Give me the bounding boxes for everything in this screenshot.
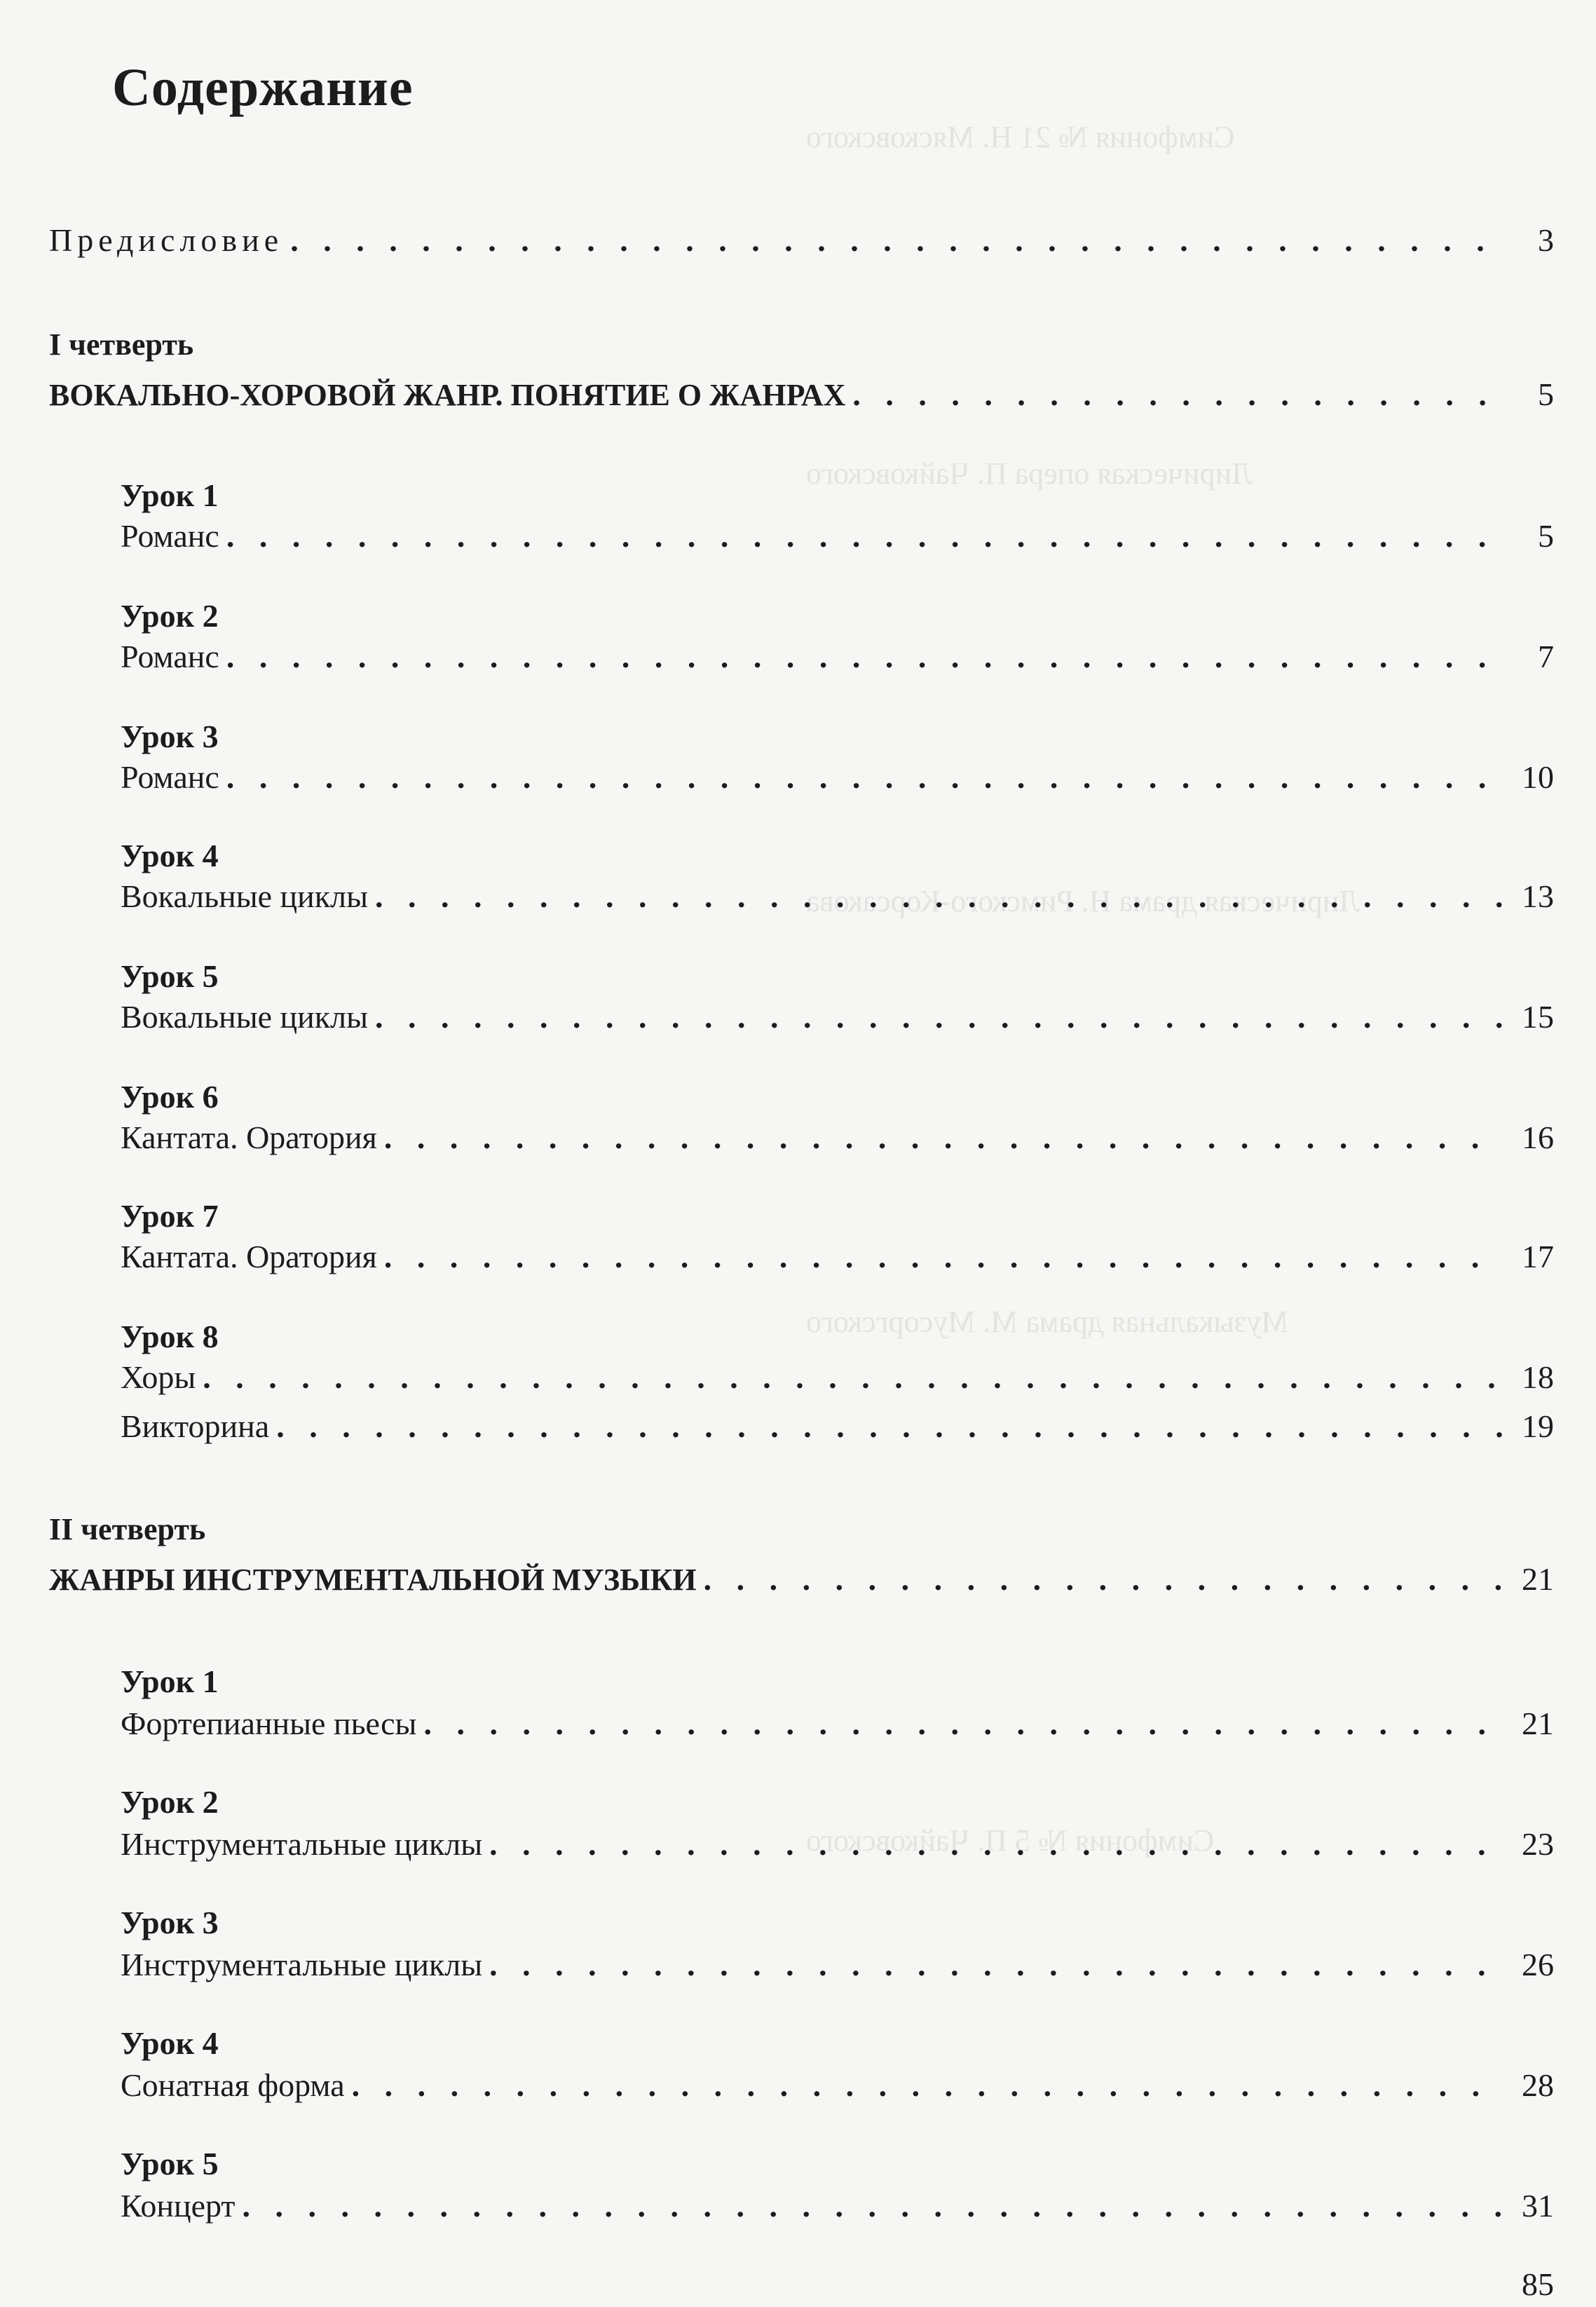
leader-dots [852, 379, 1505, 411]
quarter-heading: I четверть [49, 327, 194, 362]
toc-page-number: 5 [1538, 518, 1554, 554]
lesson-heading: Урок 5 [121, 2146, 219, 2182]
leader-dots [384, 1122, 1505, 1154]
lesson-heading: Урок 8 [121, 1319, 219, 1354]
bleed-through-text: Музыкальная драма М. Мусоргского [806, 1305, 1289, 1339]
bleed-through-text: Симфония № 21 Н. Мясковского [806, 120, 1235, 154]
toc-entry[interactable] [121, 1708, 1554, 1740]
bleed-through-text: Симфония № 5 П. Чайковского [806, 1823, 1215, 1858]
toc-entry[interactable] [121, 2190, 1554, 2222]
toc-entry-label: Предисловие [49, 222, 284, 258]
lesson-heading: Урок 1 [121, 477, 219, 513]
leader-dots [203, 1361, 1505, 1394]
toc-page-number: 17 [1522, 1239, 1554, 1274]
toc-entry[interactable] [121, 1122, 1554, 1154]
leader-dots [226, 641, 1505, 673]
page-title: Содержание [112, 58, 414, 117]
lesson-heading: Урок 6 [121, 1079, 219, 1115]
toc-entry[interactable] [121, 2069, 1554, 2102]
lesson-heading: Урок 4 [121, 2025, 219, 2061]
toc-entry[interactable] [121, 1241, 1554, 1273]
toc-page-number: 18 [1522, 1359, 1554, 1395]
toc-entry-label: Кантата. Оратория [121, 1120, 377, 1155]
toc-entry-label: Хоры [121, 1359, 196, 1395]
leader-dots [243, 2190, 1505, 2222]
lesson-heading: Урок 2 [121, 1784, 219, 1820]
toc-entry-label: Кантата. Оратория [121, 1239, 377, 1274]
section-title: ВОКАЛЬНО-ХОРОВОЙ ЖАНР. ПОНЯТИЕ О ЖАНРАХ [49, 378, 846, 412]
toc-entry[interactable] [121, 1410, 1554, 1443]
toc-entry[interactable] [121, 1001, 1554, 1033]
page-number: 85 [1522, 2266, 1554, 2302]
toc-entry-label: Сонатная форма [121, 2067, 345, 2103]
toc-entry-label: Вокальные циклы [121, 999, 368, 1035]
toc-page-number: 7 [1538, 639, 1554, 674]
lesson-heading: Урок 3 [121, 719, 219, 754]
leader-dots [352, 2069, 1505, 2102]
bleed-through-text: Лирическая драма Н. Римского-Корсакова [806, 884, 1360, 918]
toc-section[interactable] [49, 1563, 1554, 1595]
section-title: ЖАНРЫ ИНСТРУМЕНТАЛЬНОЙ МУЗЫКИ [49, 1563, 697, 1597]
lesson-heading: Урок 5 [121, 958, 219, 994]
toc-entry[interactable] [121, 520, 1554, 552]
toc-entry-label: Романс [121, 639, 219, 674]
toc-page-number: 5 [1538, 376, 1554, 412]
toc-entry-label: Инструментальные циклы [121, 1947, 483, 1982]
toc-entry[interactable] [121, 1361, 1554, 1394]
leader-dots [375, 1001, 1505, 1033]
toc-entry-label: Концерт [121, 2188, 236, 2224]
lesson-heading: Урок 3 [121, 1905, 219, 1940]
leader-dots [375, 880, 1505, 913]
toc-page-number: 26 [1522, 1947, 1554, 1982]
bleed-through-text: Лирическая опера П. Чайковского [806, 456, 1253, 491]
toc-page-number: 3 [1538, 222, 1554, 258]
lesson-heading: Урок 7 [121, 1198, 219, 1234]
toc-page-number: 28 [1522, 2067, 1554, 2103]
leader-dots [276, 1410, 1505, 1443]
leader-dots [226, 761, 1505, 794]
lesson-heading: Урок 4 [121, 838, 219, 873]
toc-page-number: 16 [1522, 1120, 1554, 1155]
toc-page-number: 21 [1522, 1561, 1554, 1597]
toc-entry-label: Вокальные циклы [121, 878, 368, 914]
toc-entry-preface[interactable] [49, 224, 1554, 257]
toc-entry-label: Инструментальные циклы [121, 1826, 483, 1862]
toc-entry-label: Фортепианные пьесы [121, 1706, 417, 1741]
toc-entry[interactable] [121, 1828, 1554, 1860]
toc-entry-label: Викторина [121, 1408, 270, 1444]
leader-dots [489, 1828, 1505, 1860]
leader-dots [290, 224, 1505, 257]
toc-page-number: 13 [1522, 878, 1554, 914]
toc-page-number: 23 [1522, 1826, 1554, 1862]
toc-page-number: 10 [1522, 759, 1554, 795]
toc-entry[interactable] [121, 761, 1554, 794]
toc-page-number: 31 [1522, 2188, 1554, 2224]
toc-page-number: 19 [1522, 1408, 1554, 1444]
leader-dots [423, 1708, 1505, 1740]
toc-page-number: 21 [1522, 1706, 1554, 1741]
toc-entry[interactable] [121, 1949, 1554, 1981]
lesson-heading: Урок 2 [121, 598, 219, 634]
toc-entry[interactable] [121, 641, 1554, 673]
lesson-heading: Урок 1 [121, 1663, 219, 1699]
toc-section[interactable] [49, 376, 1554, 412]
leader-dots [384, 1241, 1505, 1273]
leader-dots [489, 1949, 1505, 1981]
leader-dots [226, 520, 1505, 552]
toc-entry[interactable] [121, 880, 1554, 913]
toc-entry-label: Романс [121, 759, 219, 795]
toc-entry-label: Романс [121, 518, 219, 554]
quarter-heading: II четверть [49, 1512, 206, 1546]
toc-page-number: 15 [1522, 999, 1554, 1035]
leader-dots [704, 1563, 1505, 1595]
